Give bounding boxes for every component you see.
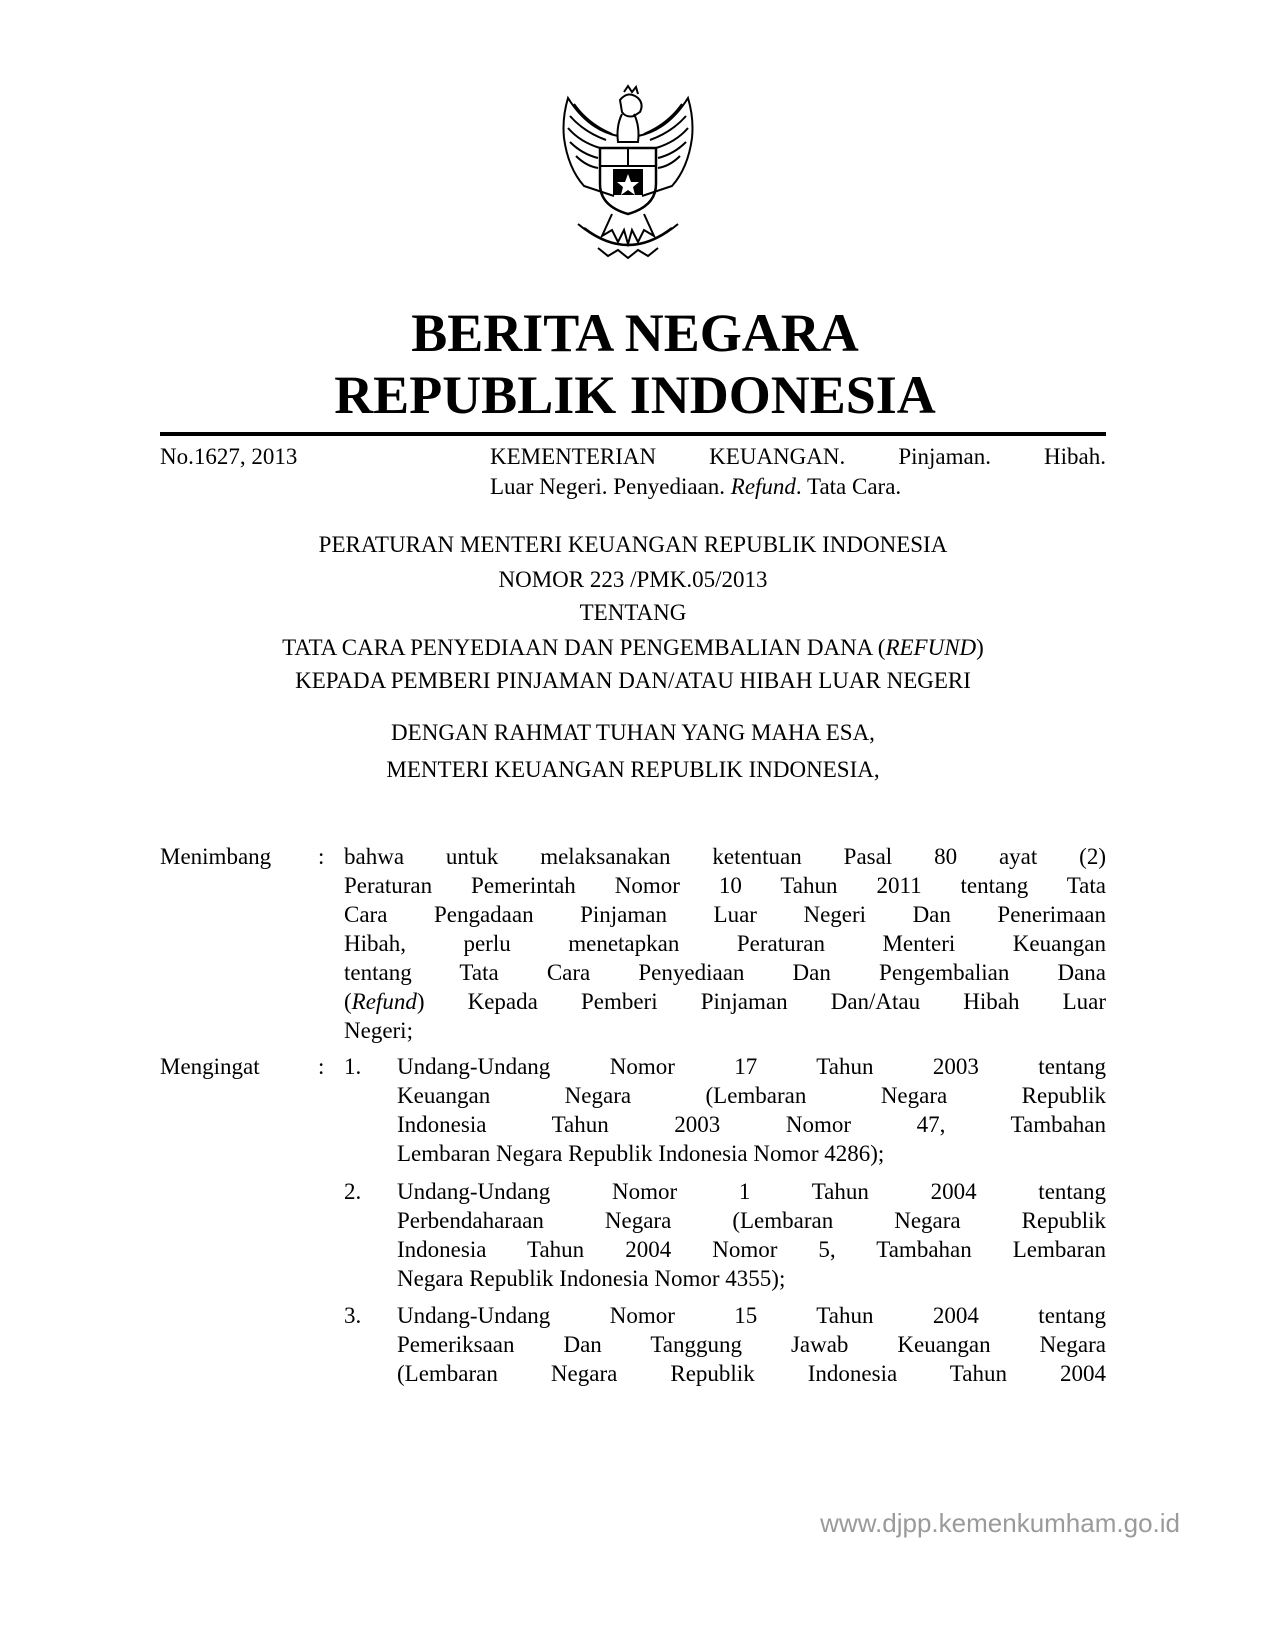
mengingat-label: Mengingat xyxy=(160,1054,260,1079)
regulation-title: PERATURAN MENTERI KEUANGAN REPUBLIK INDONESIA xyxy=(318,532,948,557)
mengingat-colon: : xyxy=(318,1054,325,1079)
masthead-title-line2: REPUBLIK INDONESIA xyxy=(334,365,936,425)
menimbang-colon: : xyxy=(318,844,325,869)
mengingat-item-2: Undang-Undang Nomor 1 Tahun 2004 tentang Perbendaharaan Negara (Lembaran Negara Republik Indonesia Tahun 2004 Nomor 5, Tambahan Lembaran Negara Republik Indonesia Nomor 4355); xyxy=(397,1179,1106,1291)
mengingat-item-1: Undang-Undang Nomor 17 Tahun 2003 tentang Keuangan Negara (Lembaran Negara Republik Indonesia Tahun 2003 Nomor 47, Tambahan Lembaran Negara Republik Indonesia Nomor 4286); xyxy=(397,1054,1106,1166)
mengingat-item-3: Undang-Undang Nomor 15 Tahun 2004 tentang Pemeriksaan Dan Tanggung Jawab Keuangan Negara (Lembaran Negara Republik Indonesia Tahun 2004 xyxy=(397,1303,1106,1386)
subject-line1: KEMENTERIAN KEUANGAN. Pinjaman. Hibah. xyxy=(490,444,1106,469)
source-watermark: www.djpp.kemenkumham.go.id xyxy=(820,1508,1180,1538)
mengingat-item-3-number: 3. xyxy=(344,1303,362,1328)
masthead-rule xyxy=(160,432,1106,436)
regulation-subject-line2: KEPADA PEMBERI PINJAMAN DAN/ATAU HIBAH LUAR NEGERI xyxy=(295,668,971,693)
menimbang-text: bahwa untuk melaksanakan ketentuan Pasal 80 ayat (2) Peraturan Pemerintah Nomor 10 Tahun 2011 tentang Tata Cara Pengadaan Pinjaman Luar Negeri Dan Penerimaan Hibah, perlu menetapkan Peraturan Menteri Keuangan tentang Tata Cara Penyediaan Dan Pengembalian Dana (Refund) Kepada Pemberi Pinjaman Dan/Atau Hibah Luar Negeri; xyxy=(344,844,1106,1043)
menimbang-label: Menimbang xyxy=(160,844,272,869)
regulation-subject-line1: TATA CARA PENYEDIAAN DAN PENGEMBALIAN DANA (REFUND) xyxy=(282,635,984,660)
subject-line2: Luar Negeri. Penyediaan. Refund. Tata Cara. xyxy=(490,474,902,499)
document-number: No.1627, 2013 xyxy=(160,444,298,469)
preamble-line1: DENGAN RAHMAT TUHAN YANG MAHA ESA, xyxy=(391,720,875,745)
regulation-number: NOMOR 223 /PMK.05/2013 xyxy=(498,567,768,592)
masthead-title-line1: BERITA NEGARA xyxy=(411,303,859,363)
garuda-emblem-icon xyxy=(528,78,728,278)
regulation-tentang: TENTANG xyxy=(579,600,687,625)
mengingat-item-2-number: 2. xyxy=(344,1179,362,1204)
preamble-line2: MENTERI KEUANGAN REPUBLIK INDONESIA, xyxy=(386,757,880,782)
mengingat-item-1-number: 1. xyxy=(344,1054,362,1079)
